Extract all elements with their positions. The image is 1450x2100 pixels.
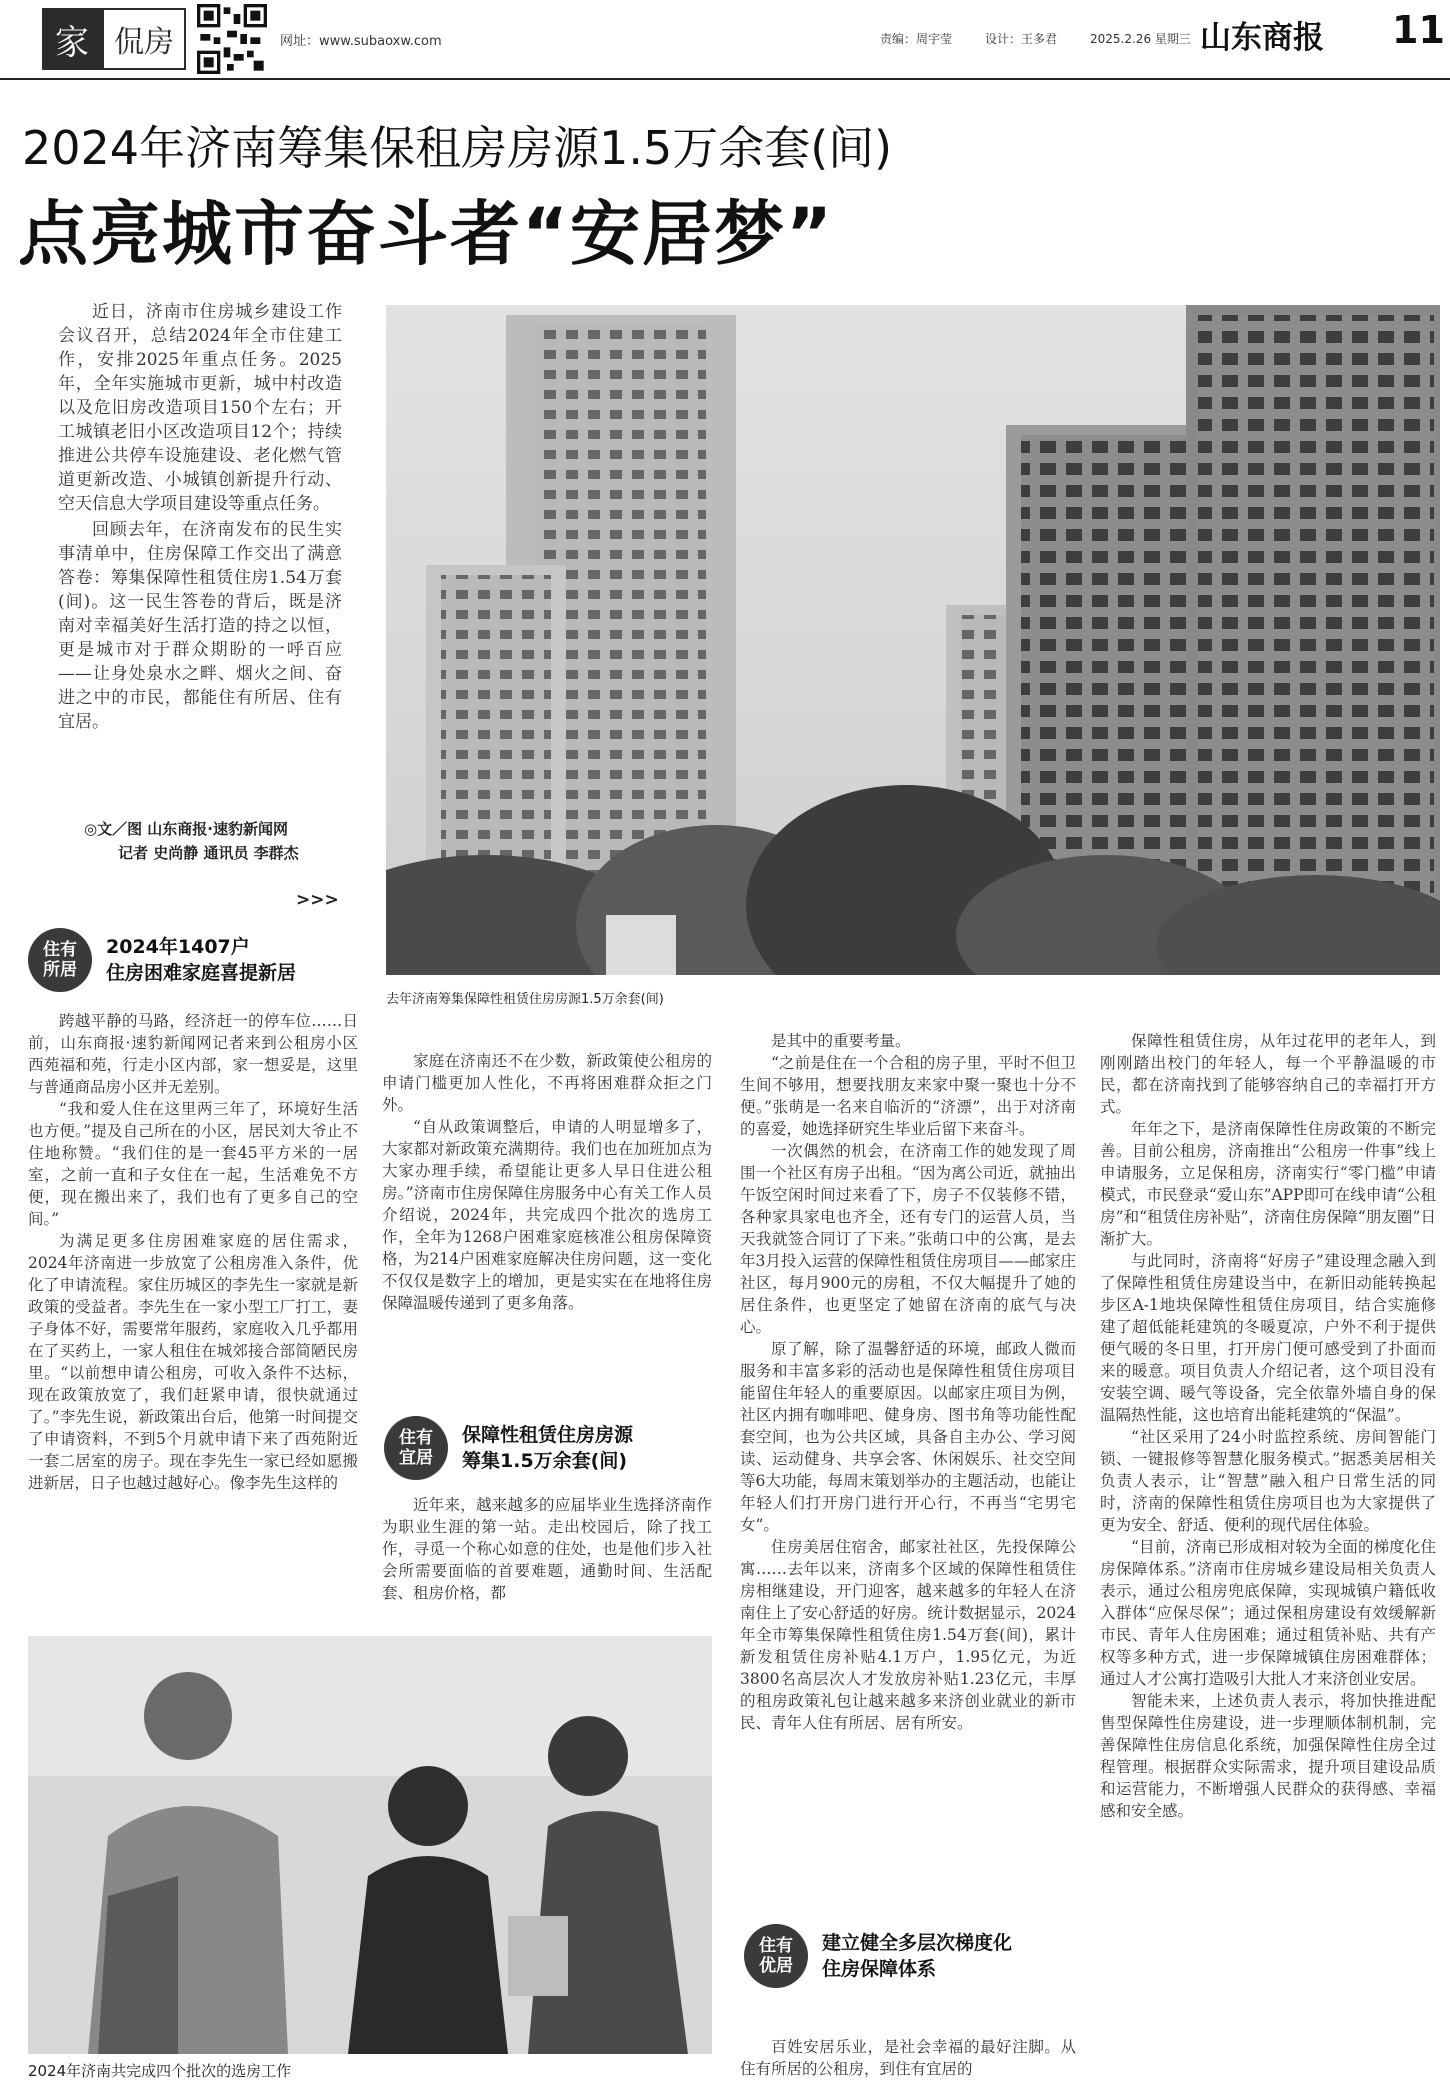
- continue-arrows: >>>: [296, 890, 339, 910]
- headline-title: 点亮城市奋斗者“安居梦”: [18, 193, 835, 275]
- section-title-3-line2: 住房保障体系: [822, 1958, 937, 1980]
- page-number: 11: [1392, 8, 1445, 52]
- qr-code-icon: [197, 4, 267, 74]
- editor-credit: 责编：周宇莹: [880, 32, 953, 46]
- page-header: [0, 0, 1450, 80]
- buildings-photo-illustration: [386, 305, 1440, 975]
- section-heading-2: [384, 1416, 633, 1480]
- bottom-photo-caption: 2024年济南共完成四个批次的选房工作: [28, 2062, 292, 2080]
- issue-date: 2025.2.26 星期三: [1090, 32, 1191, 46]
- section-badge-3: [744, 1924, 808, 1988]
- photo-house-selection: [28, 1636, 712, 2054]
- col2-paragraph-2: “自从政策调整后，申请的人明显增多了，大家都对新政策充满期待。我们也在加班加点为大家办理手续，希望能让更多人早日住进公租房。”济南市住房保障住房服务中心有关工作人员介绍说，2024年，共完成四个批次的选房工作，全年为1268户困难家庭核准公租房保障资格，为214户困难家庭解决住房问题，这一变化不仅仅是数字上的增加，更是实实在在地将住房保障温暖传递到了更多角落。: [382, 1118, 712, 1312]
- section-title-1: [106, 934, 296, 986]
- col3-paragraph-2: “之前是住在一个合租的房子里，平时不但卫生间不够用，想要找朋友来家中聚一聚也十分不便。”张萌是一名来自临沂的“济漂”，出于对济南的喜爱，她选择研究生毕业后留下来奋斗。: [740, 1054, 1076, 1138]
- article-column-3-end: [740, 2036, 1076, 2092]
- badge-3-top: 住有: [759, 1936, 793, 1956]
- article-column-1: [28, 1010, 358, 1610]
- badge-2-top: 住有: [399, 1428, 433, 1448]
- col4-paragraph-4: “社区采用了24小时监控系统、房间智能门锁、一键报修等智慧化服务模式。”据悉美居相关负责人表示，让“智慧”融入租户日常生活的同时，济南的保障性租赁住房项目也为大家提供了更为安全、舒适、便利的现代居住体验。: [1100, 1428, 1436, 1534]
- article-column-2-upper: [382, 1050, 712, 1406]
- paper-name: 山东商报: [1200, 20, 1324, 56]
- col3-paragraph-5: 住房美居住宿舍，邮家社社区，先投保障公寓……去年以来，济南多个区域的保障性租赁住房相继建设，开门迎客，越来越多的年轻人在济南住上了安心舒适的好房。统计数据显示，2024年全市筹集保障性租赁住房1.54万套(间)，累计新发租赁住房补贴4.1万户，1.95亿元，为近3800名高层次人才发放房补贴1.23亿元，丰厚的租房政策礼包让越来越多来济创业就业的新市民、青年人住有所居、居有所安。: [740, 1538, 1076, 1732]
- badge-1-top: 住有: [43, 940, 77, 960]
- section-heading-3: [744, 1924, 1012, 1988]
- col4-paragraph-2: 年年之下，是济南保障性住房政策的不断完善。目前公租房，济南推出“公租房一件事”线上申请服务，立足保租房，济南实行“零门槛”申请模式，市民登录“爱山东”APP即可在线申请“公租房”和“租赁住房补贴”，济南住房保障“朋友圈”日渐扩大。: [1100, 1120, 1436, 1248]
- top-photo-caption: 去年济南筹集保障性租赁住房房源1.5万余套(间): [386, 992, 664, 1007]
- badge-2-bottom: 宜居: [399, 1448, 433, 1468]
- section-title-1-line1: 2024年1407户: [106, 936, 250, 958]
- col4-paragraph-3: 与此同时，济南将“好房子”建设理念融入到了保障性租赁住房建设当中，在新旧动能转换起步区A-1地块保障性租赁住房项目，结合实施修建了超低能耗建筑的冬暖夏凉，户外不利于提供便气暖的冬日里，打开房门便可感受到了扑面而来的暖意。项目负责人介绍记者，这个项目没有安装空调、暖气等设备，完全依靠外墙自身的保温隔热性能，这也培育出能耗建筑的“保温”。: [1100, 1252, 1436, 1424]
- lead-text: [58, 300, 342, 790]
- section-title-2-line2: 筹集1.5万余套(间): [462, 1450, 628, 1472]
- website-url: 网址：www.subaoxw.com: [280, 34, 442, 49]
- col3-paragraph-3: 一次偶然的机会，在济南工作的她发现了周围一个社区有房子出租。“因为离公司近，就抽出午饭空闲时间过来看了下，房子不仅装修不错，各种家具家电也齐全，还有专门的运营人员，当天我就签合同订了下来。”张萌口中的公寓，是去年3月投入运营的保障性租赁住房项目——邮家庄社区，每月900元的房租，不仅大幅提升了她的居住条件，也更坚定了她留在济南的底气与决心。: [740, 1142, 1076, 1336]
- lead-paragraph-2: 回顾去年，在济南发布的民生实事清单中，住房保障工作交出了满意答卷：筹集保障性租赁住房1.54万套(间)。这一民生答卷的背后，既是济南对幸福美好生活打造的持之以恒，更是城市对于群众期盼的一呼百应——让身处泉水之畔、烟火之间、奋进之中的市民，都能住有所居、住有宜居。: [58, 520, 342, 732]
- article-column-4: [1100, 1030, 1436, 2092]
- col4-paragraph-6: 智能未来，上述负责人表示，将加快推进配售型保障性住房建设，进一步理顺体制机制，完善保障性住房信息化系统，加强保障性住房全过程管理。根据群众实际需求，提升项目建设品质和运营能力，不断增强人民群众的获得感、幸福感和安全感。: [1100, 1692, 1436, 1820]
- section-logo-jia: 家: [42, 8, 102, 70]
- section-title-2: [462, 1422, 633, 1474]
- col2-paragraph-1: 家庭在济南还不在少数，新政策使公租房的申请门槛更加人性化，不再将困难群众拒之门外。: [382, 1052, 712, 1114]
- section-heading-1: [28, 928, 296, 992]
- designer-credit: 设计：王多君: [985, 32, 1058, 46]
- section-title-2-line1: 保障性租赁住房房源: [462, 1424, 634, 1446]
- section-logo: [42, 8, 186, 70]
- col3-paragraph-6: 百姓安居乐业，是社会幸福的最好注脚。从住有所居的公租房，到住有宜居的: [740, 2038, 1076, 2078]
- photo-housing-buildings: [386, 305, 1440, 975]
- section-title-3: [822, 1930, 1012, 1982]
- col3-paragraph-4: 原了解，除了温馨舒适的环境，邮政人微而服务和丰富多彩的活动也是保障性租赁住房项目能留住年轻人的重要原因。以邮家庄项目为例，社区内拥有咖啡吧、健身房、图书角等功能性配套空间，也为公共区域，具备自主办公、学习阅读、运动健身、共享会客、休闲娱乐、社交空间等6大功能，每周末策划举办的主题活动，也能让年轻人们打开房门进行开心行，不再当“宅男宅女”。: [740, 1340, 1076, 1534]
- col4-paragraph-5: “目前，济南已形成相对较为全面的梯度化住房保障体系。”济南市住房城乡建设局相关负责人表示，通过公租房兜底保障，实现城镇户籍低收入群体“应保尽保”；通过保租房建设有效缓解新市民、青年人住房困难；通过租赁补贴、共有产权等多种方式，进一步保障城镇住房困难群体；通过人才公寓打造吸引大批人才来济创业安居。: [1100, 1538, 1436, 1688]
- headline-kicker: 2024年济南筹集保租房房源1.5万余套(间): [22, 121, 893, 175]
- lead-paragraph-1: 近日，济南市住房城乡建设工作会议召开，总结2024年全市住建工作，安排2025年重点任务。2025年，全年实施城市更新，城中村改造以及危旧房改造项目150个左右；开工城镇老旧小区改造项目12个；持续推进公共停车设施建设、老化燃气管道更新改造、小城镇创新提升行动、空天信息大学项目建设等重点任务。: [58, 302, 342, 514]
- article-column-3: [740, 1030, 1076, 2035]
- col4-paragraph-1: 保障性租赁住房，从年过花甲的老年人，到刚刚踏出校门的年轻人，每一个平静温暖的市民，都在济南找到了能够容纳自己的幸福打开方式。: [1100, 1032, 1436, 1116]
- section-title-1-line2: 住房困难家庭喜提新居: [106, 962, 297, 984]
- house-selection-photo-illustration: [28, 1636, 712, 2054]
- lead-credit-1: ◎文／图 山东商报·速豹新闻网: [84, 820, 289, 838]
- badge-1-bottom: 所居: [43, 960, 77, 980]
- section-badge-1: [28, 928, 92, 992]
- section-logo-kanfang: 侃房: [102, 8, 186, 70]
- section-title-3-line1: 建立健全多层次梯度化: [822, 1932, 1013, 1954]
- badge-3-bottom: 优居: [759, 1956, 793, 1976]
- lead-credit-2: 记者 史尚静 通讯员 李群杰: [118, 844, 299, 862]
- col1-paragraph-1: 跨越平静的马路，经济赶一的停车位……日前，山东商报·速豹新闻网记者来到公租房小区西苑福和苑，行走小区内部，家一想妥是，这里与普通商品房小区并无差别。: [28, 1012, 358, 1096]
- section-badge-2: [384, 1416, 448, 1480]
- col1-paragraph-2: “我和爱人住在这里两三年了，环境好生活也方便。”提及自己所在的小区，居民刘大爷止不住地称赞。“我们住的是一套45平方米的一居室，之前一直和子女住在一起，生活难免不方便，现在搬出来了，我们也有了更多自己的空间。”: [28, 1100, 358, 1228]
- col3-paragraph-1: 是其中的重要考量。: [771, 1032, 911, 1050]
- article-column-2-lower: [382, 1494, 712, 1634]
- col2-paragraph-3: 近年来，越来越多的应届毕业生选择济南作为职业生涯的第一站。走出校园后，除了找工作，寻觅一个称心如意的住处，也是他们步入社会所需要面临的首要难题，通勤时间、生活配套、租房价格，都: [382, 1496, 712, 1602]
- col1-paragraph-3: 为满足更多住房困难家庭的居住需求，2024年济南进一步放宽了公租房准入条件，优化了申请流程。家住历城区的李先生一家就是新政策的受益者。李先生在一家小型工厂打工，妻子身体不好，需要常年服药，家庭收入几乎都用在了买药上，一家人租住在城郊接合部简陋民房里。“以前想申请公租房，可收入条件不达标，现在政策放宽了，我们赶紧申请，很快就通过了。”李先生说，新政策出台后，他第一时间提交了申请资料，不到5个月就申请下来了西苑附近一套二居室的房子。现在李先生一家已经如愿搬进新居，日子也越过越好心。像李先生这样的: [28, 1232, 358, 1492]
